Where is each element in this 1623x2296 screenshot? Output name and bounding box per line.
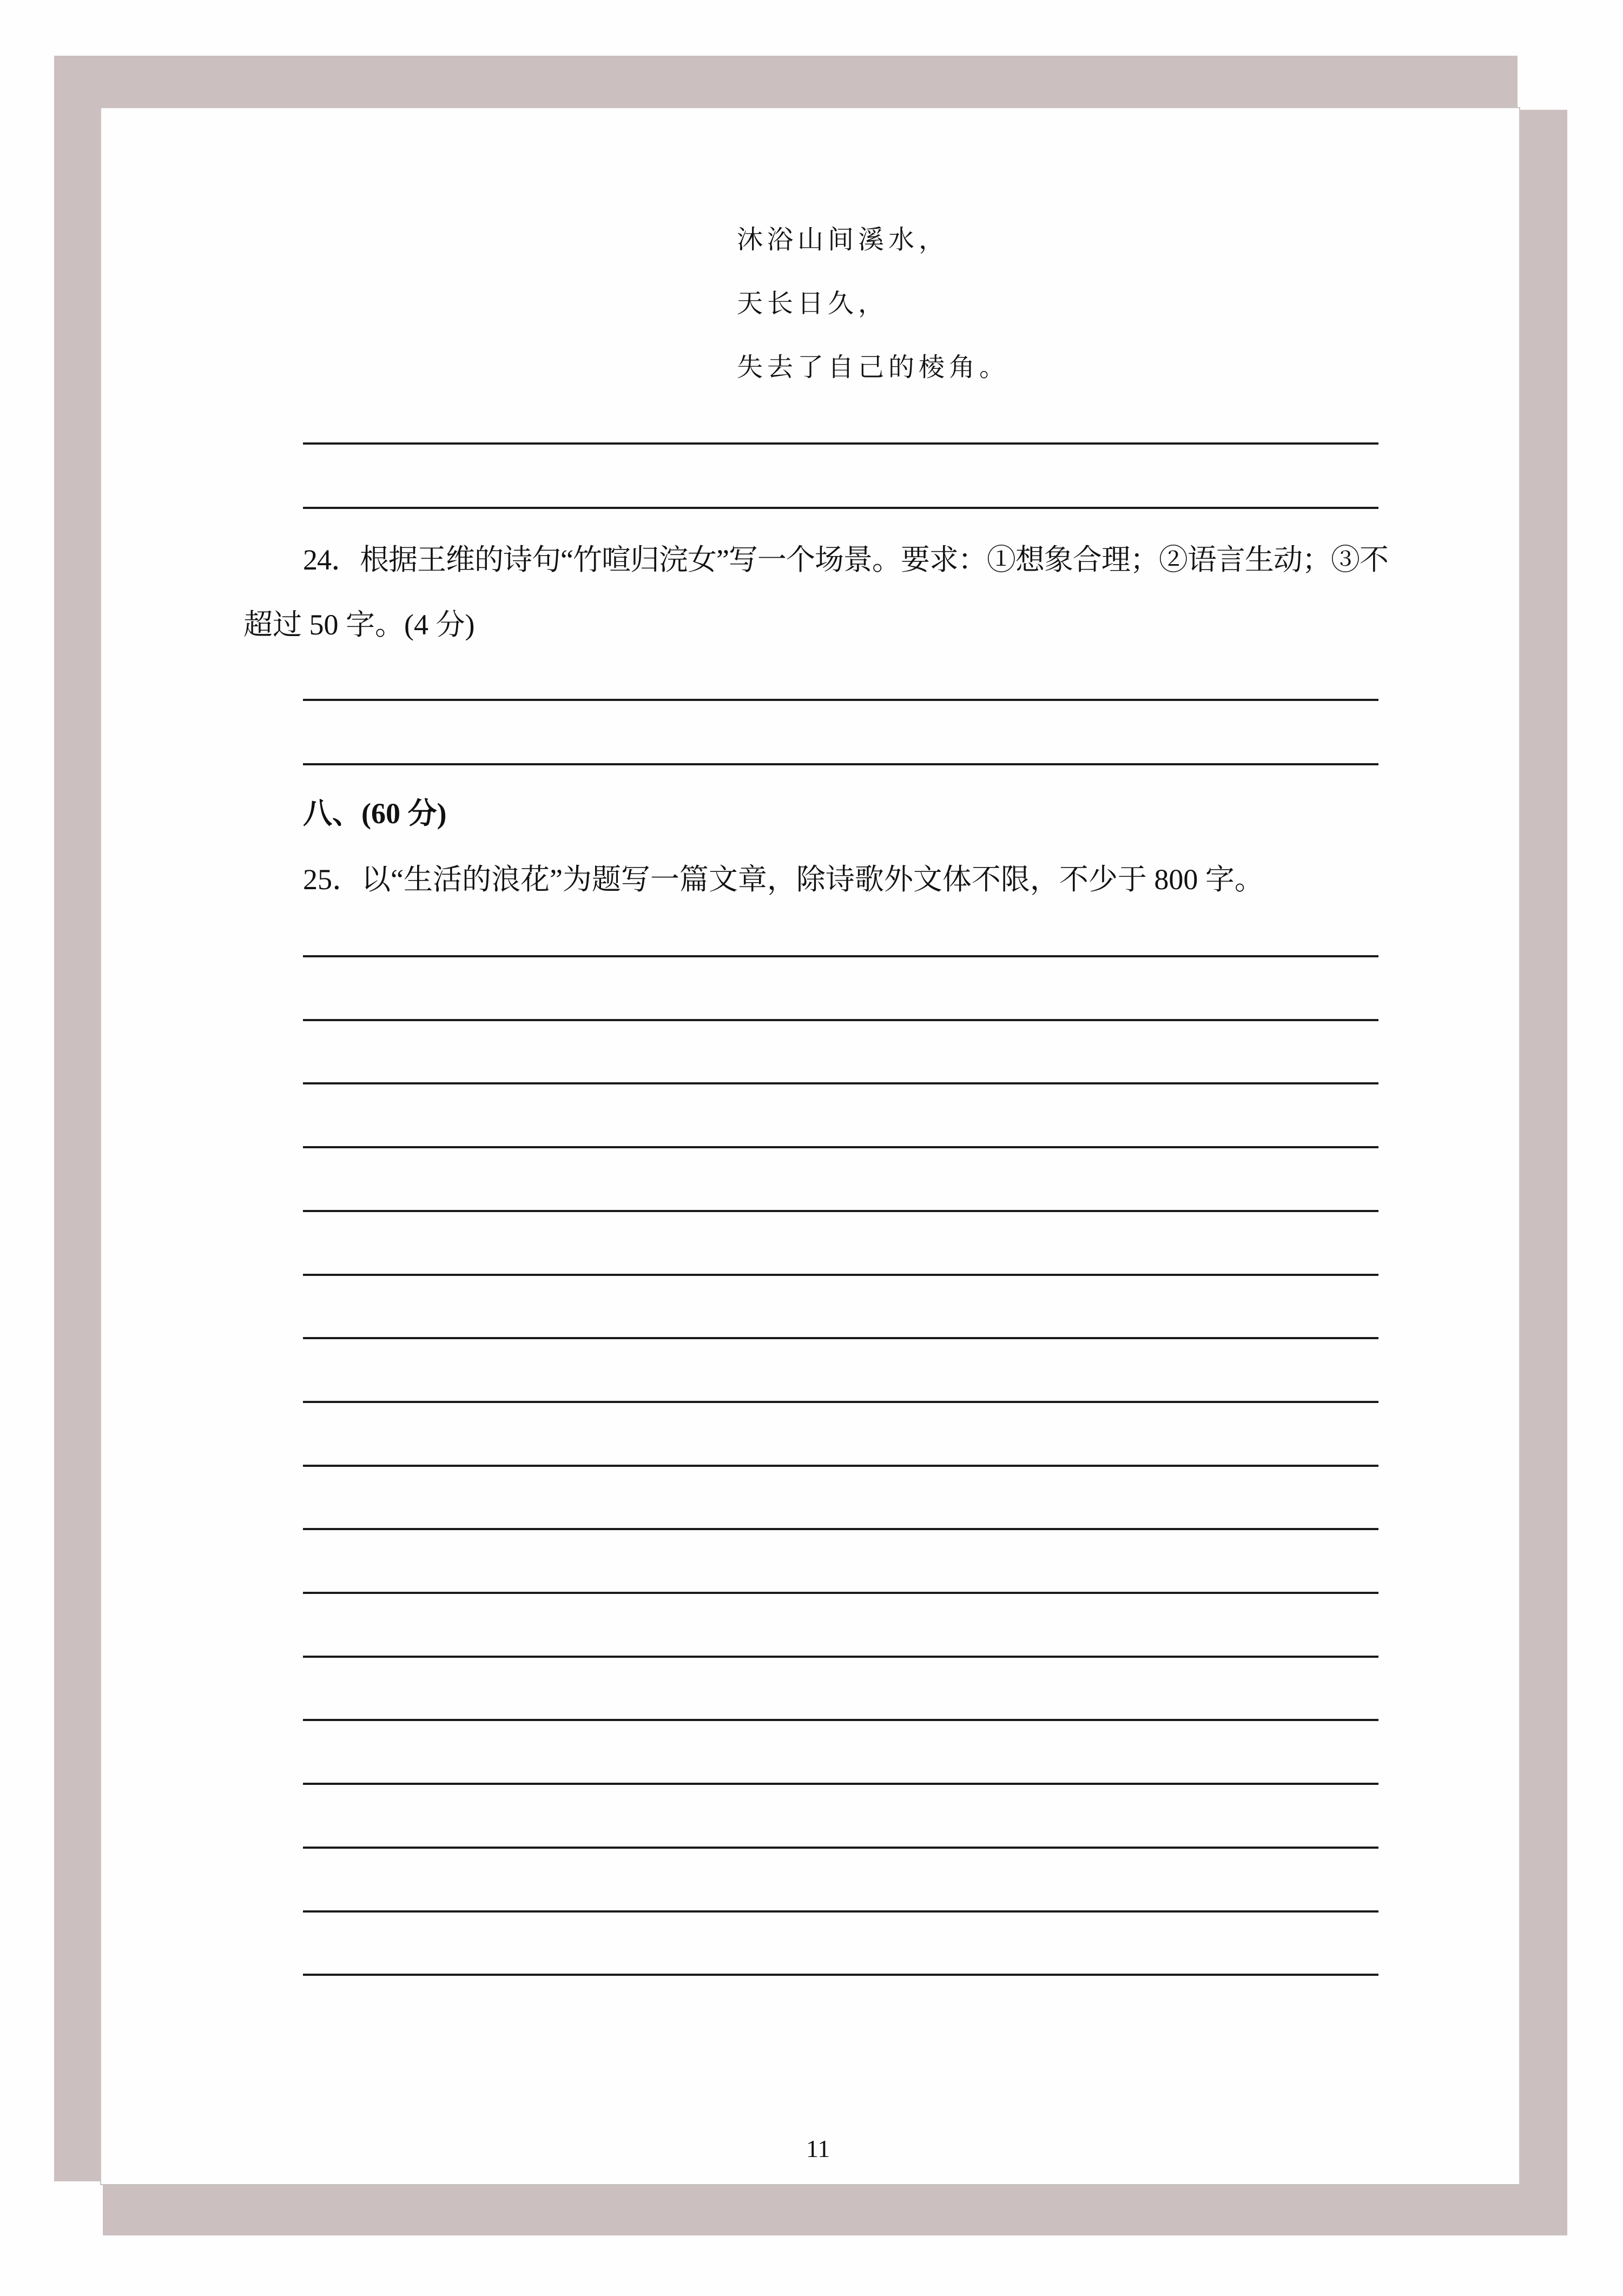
essay-answer-line[interactable] <box>303 1592 1378 1594</box>
essay-answer-line[interactable] <box>303 955 1378 957</box>
essay-answer-line[interactable] <box>303 1719 1378 1721</box>
essay-answer-line[interactable] <box>303 1910 1378 1913</box>
essay-answer-line[interactable] <box>303 1337 1378 1339</box>
answer-line[interactable] <box>303 442 1378 445</box>
poem-line-1: 沐浴山间溪水， <box>737 226 949 254</box>
question-25: 25．以“生活的浪花”为题写一篇文章，除诗歌外文体不限，不少于 800 字。 <box>303 863 1264 896</box>
answer-line[interactable] <box>303 699 1378 701</box>
poem-line-2: 天长日久， <box>737 289 889 318</box>
essay-answer-line[interactable] <box>303 1146 1378 1148</box>
answer-line[interactable] <box>303 763 1378 765</box>
poem-line-3: 失去了自己的棱角。 <box>737 353 1010 382</box>
essay-answer-line[interactable] <box>303 1847 1378 1849</box>
page-number: 11 <box>806 2135 830 2162</box>
essay-answer-line[interactable] <box>303 1401 1378 1403</box>
essay-answer-line[interactable] <box>303 1465 1378 1467</box>
essay-answer-line[interactable] <box>303 1274 1378 1276</box>
answer-line[interactable] <box>303 507 1378 509</box>
section-heading: 八、(60 分) <box>303 797 447 830</box>
essay-answer-line[interactable] <box>303 1210 1378 1212</box>
question-24-line-2: 超过 50 字。(4 分) <box>243 608 475 641</box>
essay-answer-line[interactable] <box>303 1019 1378 1021</box>
essay-answer-line[interactable] <box>303 1783 1378 1785</box>
essay-answer-line[interactable] <box>303 1082 1378 1084</box>
question-24-line-1: 24．根据王维的诗句“竹喧归浣女”写一个场景。要求：①想象合理；②语言生动；③不 <box>303 544 1388 576</box>
essay-answer-line[interactable] <box>303 1528 1378 1530</box>
essay-answer-line[interactable] <box>303 1974 1378 1976</box>
essay-answer-line[interactable] <box>303 1656 1378 1658</box>
